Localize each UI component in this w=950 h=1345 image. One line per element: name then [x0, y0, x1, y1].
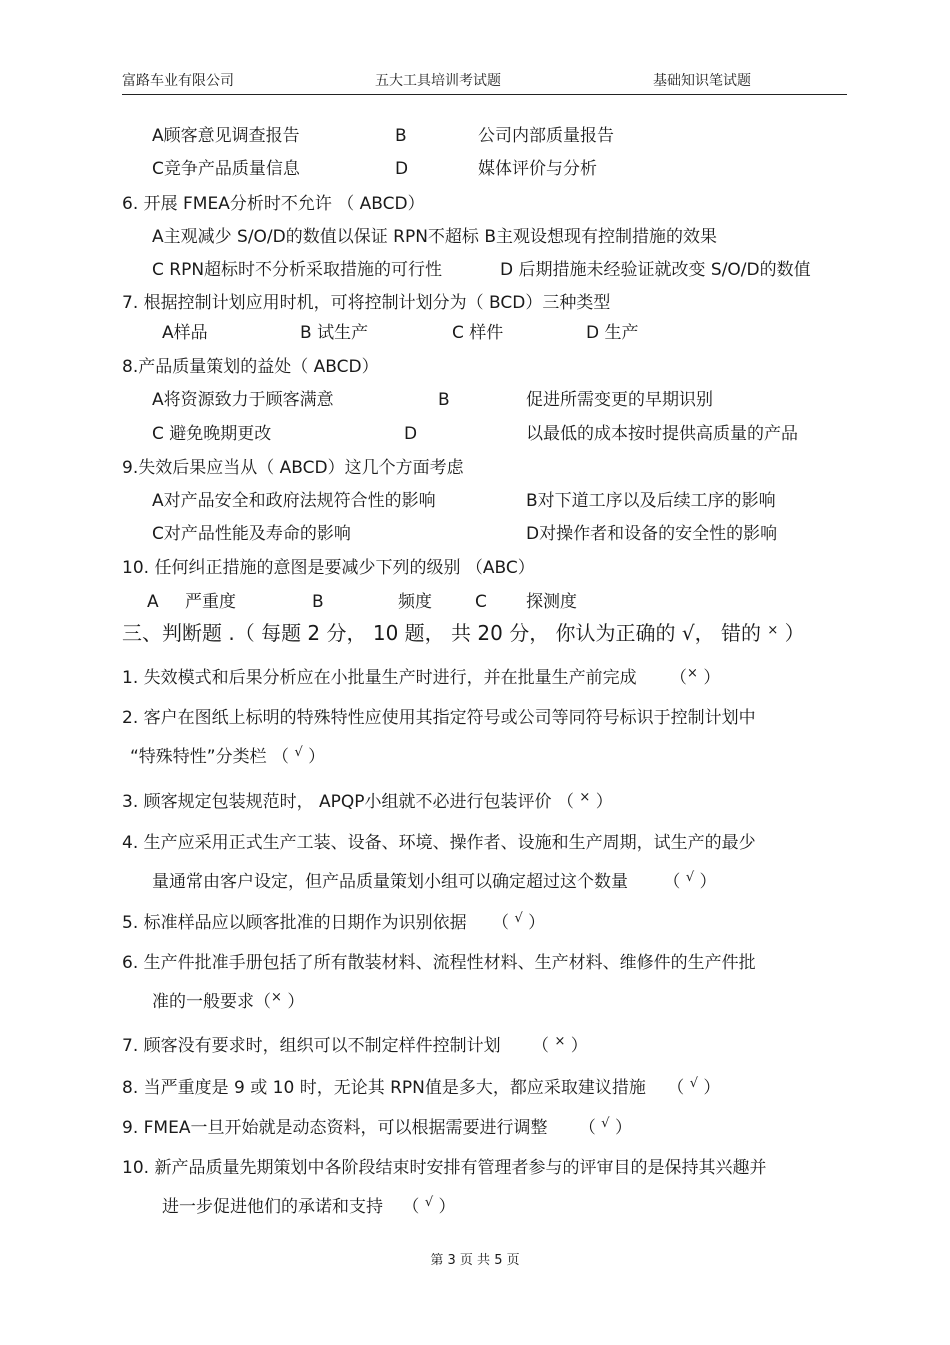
section3-heading-end: ） [784, 621, 805, 645]
check-icon: √ [601, 1116, 610, 1131]
cross-icon: × [687, 666, 698, 681]
tf-item-5 [122, 912, 545, 936]
tf-item-2 [122, 707, 756, 729]
tf-text: 当严重度是 9 或 10 时，无论其 RPN值是多大，都应采取建议措施 [143, 1078, 646, 1098]
q5-option-b-letter: B [395, 126, 407, 146]
tf-text: FMEA一旦开始就是动态资料，可以根据需要进行调整 [143, 1118, 548, 1138]
check-icon: √ [514, 911, 523, 926]
check-icon: √ [689, 1076, 698, 1091]
tf-text: 失效模式和后果分析应在小批量生产时进行，并在批量生产前完成 [143, 668, 637, 688]
header-title: 五大工具培训考试题 [375, 73, 501, 89]
tf-text: 新产品质量先期策划中各阶段结束时安排有管理者参与的评审目的是保持其兴趣并 [154, 1158, 767, 1178]
q7-option-b: B 试生产 [300, 323, 369, 343]
tf-paren-open: （ [402, 1197, 420, 1217]
tf-paren-open: （ [663, 872, 681, 892]
q9-option-d: D对操作者和设备的安全性的影响 [526, 524, 778, 544]
q7-option-a: A样品 [162, 323, 208, 343]
q10-option-b-letter: B [312, 592, 324, 612]
q10-option-b: 频度 [398, 592, 432, 612]
q8-option-c: C 避免晚期更改 [152, 424, 272, 444]
check-icon: √ [294, 745, 303, 760]
q10-stem: 10. 任何纠正措施的意图是要减少下列的级别 （ABC） [122, 558, 535, 578]
tf-paren-close: ） [287, 992, 305, 1012]
tf-paren-open: （ [670, 668, 688, 688]
q8-option-d-letter: D [404, 424, 418, 444]
q8-stem: 8.产品质量策划的益处（ ABCD） [122, 357, 379, 377]
q5-option-d: 媒体评价与分析 [478, 159, 597, 179]
q9-stem: 9.失效后果应当从（ ABCD）这几个方面考虑 [122, 458, 464, 478]
q7-stem: 7. 根据控制计划应用时机，可将控制计划分为（ BCD）三种类型 [122, 293, 611, 313]
tf-text: 顾客规定包装规范时， APQP小组就不必进行包装评价 （ [143, 792, 574, 812]
tf-item-10 [122, 1157, 766, 1179]
tf-item-6 [122, 952, 756, 974]
q6-options-ab: A主观减少 S/O/D的数值以保证 RPN不超标 B主观设想现有控制措施的效果 [152, 227, 717, 247]
tf-paren-open: （ [578, 1118, 596, 1138]
check-icon: √ [424, 1195, 434, 1210]
tf-item-4-cont [152, 871, 717, 895]
q5-option-a: A顾客意见调查报告 [152, 126, 300, 146]
tf-paren-close: ） [703, 1078, 721, 1098]
header-divider [122, 94, 847, 95]
tf-number: 1. [122, 668, 139, 688]
tf-number: 10. [122, 1158, 150, 1178]
cross-icon: × [767, 623, 779, 638]
cross-icon: × [554, 1034, 566, 1049]
tf-item-9 [122, 1117, 632, 1141]
tf-paren-open: （ [492, 913, 510, 933]
q9-option-b: B对下道工序以及后续工序的影响 [526, 491, 776, 511]
tf-paren-close: ） [570, 1036, 588, 1056]
q7-option-c: C 样件 [452, 323, 504, 343]
tf-number: 2. [122, 708, 139, 728]
tf-number: 6. [122, 953, 139, 973]
q8-option-b: 促进所需变更的早期识别 [526, 390, 713, 410]
tf-number: 5. [122, 913, 139, 933]
q6-option-c: C RPN超标时不分析采取措施的可行性 [152, 260, 443, 280]
tf-item-10-cont [162, 1196, 456, 1220]
tf-number: 7. [122, 1036, 139, 1056]
tf-item-3 [122, 791, 613, 815]
tf-paren-open: （ [532, 1036, 550, 1056]
tf-item-1 [122, 667, 720, 691]
q5-option-b: 公司内部质量报告 [478, 126, 614, 146]
q5-option-c: C竞争产品质量信息 [152, 159, 300, 179]
cross-icon: × [579, 790, 591, 805]
q8-option-d: 以最低的成本按时提供高质量的产品 [526, 424, 798, 444]
q9-option-c: C对产品性能及寿命的影响 [152, 524, 351, 544]
cross-icon: × [271, 990, 282, 1005]
tf-item-6-cont [152, 991, 304, 1015]
tf-paren-close: ） [438, 1197, 456, 1217]
tf-text: 生产应采用正式生产工装、设备、环境、操作者、设施和生产周期，试生产的最少 [143, 833, 756, 853]
tf-text: 生产件批准手册包括了所有散装材料、流程性材料、生产材料、维修件的生产件批 [143, 953, 756, 973]
tf-paren-close: ） [699, 872, 717, 892]
q5-option-d-letter: D [395, 159, 409, 179]
tf-paren-close: ） [703, 668, 721, 688]
tf-paren-close: ） [614, 1118, 632, 1138]
tf-text: 量通常由客户设定，但产品质量策划小组可以确定超过这个数量 [152, 872, 628, 892]
tf-number: 4. [122, 833, 139, 853]
tf-paren-close: ） [595, 792, 613, 812]
section3-heading-text: 三、判断题 .（ 每题 2 分， 10 题， 共 20 分， 你认为正确的 √， 错的 [122, 621, 762, 645]
check-icon: √ [685, 870, 695, 885]
tf-text: 客户在图纸上标明的特殊特性应使用其指定符号或公司等同符号标识于控制计划中 [143, 708, 756, 728]
section3-heading [122, 620, 805, 650]
tf-number: 3. [122, 792, 139, 812]
tf-item-2-cont [130, 746, 325, 770]
q8-option-b-letter: B [438, 390, 450, 410]
tf-item-8 [122, 1077, 720, 1101]
q6-option-d: D 后期措施未经验证就改变 S/O/D的数值 [500, 260, 811, 280]
tf-paren-close: ） [308, 747, 326, 767]
tf-text: 进一步促进他们的承诺和支持 [162, 1197, 383, 1217]
tf-number: 8. [122, 1078, 139, 1098]
tf-item-4 [122, 832, 756, 854]
tf-text: 标准样品应以顾客批准的日期作为识别依据 [143, 913, 467, 933]
tf-number: 9. [122, 1118, 139, 1138]
tf-paren-close: ） [528, 913, 546, 933]
q8-option-a: A将资源致力于顾客满意 [152, 390, 334, 410]
tf-paren-open: （ [667, 1078, 685, 1098]
q10-option-c: 探测度 [526, 592, 577, 612]
tf-text: 顾客没有要求时，组织可以不制定样件控制计划 [143, 1036, 501, 1056]
q6-stem: 6. 开展 FMEA分析时不允许 （ ABCD） [122, 194, 425, 214]
q10-option-a: 严重度 [185, 592, 236, 612]
tf-text: “特殊特性”分类栏 （ [130, 747, 290, 767]
q10-option-a-letter: A [147, 592, 159, 612]
header-company: 富路车业有限公司 [122, 73, 234, 89]
tf-text: 准的一般要求（ [152, 992, 271, 1012]
page-number: 第 3 页 共 5 页 [430, 1253, 520, 1268]
q7-option-d: D 生产 [586, 323, 639, 343]
q9-option-a: A对产品安全和政府法规符合性的影响 [152, 491, 436, 511]
q10-option-c-letter: C [475, 592, 487, 612]
tf-item-7 [122, 1035, 588, 1059]
header-subtitle: 基础知识笔试题 [653, 73, 751, 89]
